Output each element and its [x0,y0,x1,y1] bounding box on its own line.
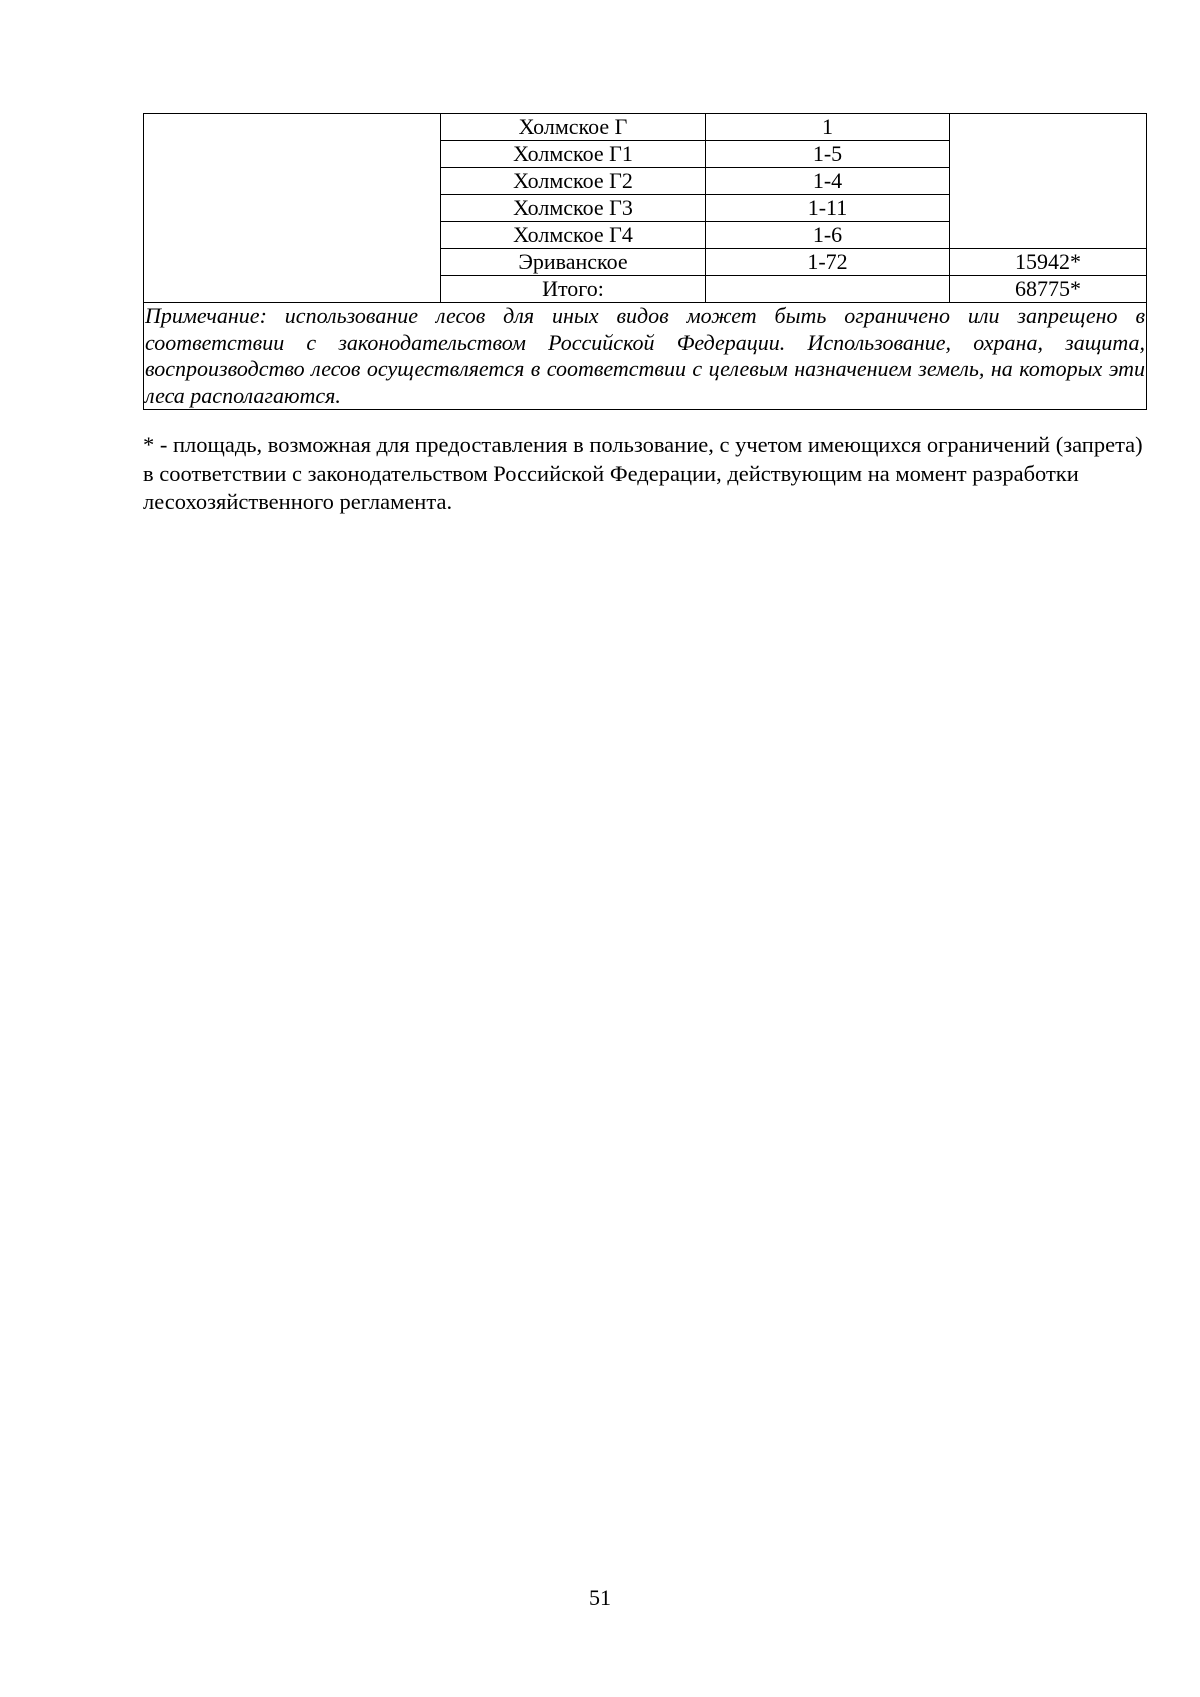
forest-area-table [143,113,1147,410]
table-row [144,114,1147,141]
block-numbers-cell: 1-72 [706,249,950,276]
forestry-name-cell: Холмское Г1 [441,141,706,168]
total-area-cell: 68775* [950,276,1147,303]
forestry-name-cell: Холмское Г [441,114,706,141]
table-note: Примечание: использование лесов для иных видов может быть ограничено или запрещено в соответствии с законодательством Российской Федерации. Использование, охрана, защита, воспроизводство лесов осуществляется в соответствии с целевым назначением земель, на которых эти леса располагаются. [145,303,1145,408]
note-row [144,303,1147,410]
empty-purpose-cell [144,114,441,303]
block-numbers-cell: 1-4 [706,168,950,195]
forestry-name-cell: Холмское Г2 [441,168,706,195]
area-cell: 15942* [950,249,1147,276]
forestry-name-cell: Холмское Г4 [441,222,706,249]
total-label-cell: Итого: [441,276,706,303]
block-numbers-cell: 1 [706,114,950,141]
block-numbers-cell: 1-6 [706,222,950,249]
footnote: * - площадь, возможная для предоставления в пользование, с учетом имеющихся ограничений (запрета) в соответствии с законодательством Российской Федерации, действующим на момент разработки лесохозяйственного регламента. [143,432,1143,514]
merged-area-cell [950,114,1147,249]
block-numbers-cell: 1-5 [706,141,950,168]
page-number: 51 [589,1585,611,1610]
total-blocks-cell [706,276,950,303]
forestry-name-cell: Эриванское [441,249,706,276]
forestry-name-cell: Холмское Г3 [441,195,706,222]
block-numbers-cell: 1-11 [706,195,950,222]
